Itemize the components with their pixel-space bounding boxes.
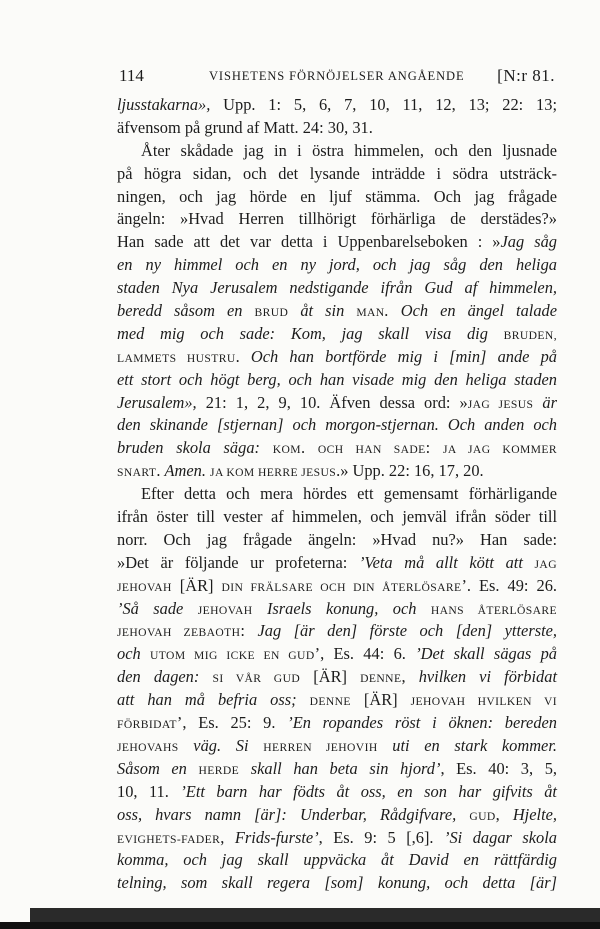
paragraph-start: Åter skådade jag in i östra himmelen, och den ljusnade	[141, 140, 557, 160]
text-line: att han må befria oss; DENNE [ÄR] JEHOVAH HVILKEN VI	[117, 690, 557, 710]
text-line: den dagen: SI VÅR GUD [ÄR] DENNE, hvilken vi förbidat	[117, 667, 557, 687]
body-text	[117, 94, 557, 895]
text-line: en ny himmel och en ny jord, och jag såg den heliga	[117, 255, 557, 275]
text-line: EVIGHETS-FADER, Frids-furste’, Es. 9: 5 [,6]. ’Si dagar skola	[117, 827, 558, 847]
text-line: ljusstakarna», Upp. 1: 5, 6, 7, 10, 11, 12, 13; 22: 13;	[117, 95, 557, 114]
text-line: oss, hvars namn [är]: Underbar, Rådgifvare, GUD, Hjelte,	[117, 804, 557, 824]
text-line: ’Så sade JEHOVAH Israels konung, och HANS ÅTERLÖSARE	[117, 598, 557, 618]
text-line: Han sade att det var detta i Uppenbarelseboken : »Jag såg	[117, 232, 557, 252]
paragraph-start: Efter detta och mera hördes ett gemensamt förhärligande	[141, 484, 557, 504]
text-line: äfvensom på grund af Matt. 24: 30, 31.	[117, 117, 373, 137]
section-number: [N:r 81.	[497, 66, 555, 85]
text-line: på högra sidan, och det lysande inträdde i södra utsträck-	[117, 163, 557, 183]
text-line: beredd såsom en BRUD åt sin MAN. Och en ängel talade	[117, 301, 558, 321]
text-line: staden Nya Jerusalem nedstigande ifrån Gud af himmelen,	[117, 278, 557, 298]
text-line: »Det är följande ur profeterna: ’Veta må allt kött att JAG	[117, 552, 557, 572]
text-line: ett stort och högt berg, och han visade mig den heliga staden	[117, 369, 557, 389]
text-line: 10, 11. ’Ett barn har födts åt oss, en son har gifvits åt	[117, 781, 557, 801]
text-line: SNART. Amen. JA KOM HERRE JESUS.» Upp. 22: 16, 17, 20.	[117, 461, 484, 481]
text-line: komma, och jag skall uppväcka åt David en rättfärdig	[117, 850, 557, 870]
text-line: bruden skola säga: KOM. OCH HAN SADE: JA JAG KOMMER	[117, 438, 558, 458]
scan-edge-shadow	[30, 908, 600, 922]
text-line: JEHOVAH [ÄR] DIN FRÄLSARE OCH DIN ÅTERLÖSARE’. Es. 49: 26.	[117, 575, 557, 595]
text-line: ningen, och jag hörde en ljuf stämma. Och jag frågade	[117, 186, 557, 206]
text-line: LAMMETS HUSTRU. Och han bortförde mig i [min] ande på	[117, 346, 557, 366]
text-line: FÖRBIDAT’, Es. 25: 9. ’En ropandes röst i öknen: bereden	[117, 713, 557, 733]
page-header	[117, 66, 555, 88]
text-line: ängeln: »Hvad Herren tillhörigt förhärliga de derstädes?»	[117, 209, 557, 229]
text-line: med mig och sade: Kom, jag skall visa dig BRUDEN,	[117, 323, 557, 343]
running-title: VISHETENS FÖRNÖJELSER ANGÅENDE	[209, 69, 465, 83]
text-line: JEHOVAHS väg. Si HERREN JEHOVIH uti en stark kommer.	[117, 735, 557, 755]
text-line: JEHOVAH ZEBAOTH: Jag [är den] förste och [den] ytterste,	[117, 621, 558, 641]
text-line: Jerusalem», 21: 1, 2, 9, 10. Äfven dessa ord: »JAG JESUS är	[117, 392, 557, 412]
text-line: telning, som skall regera [som] konung, och detta [är]	[117, 873, 557, 893]
text-line: den skinande [stjernan] och morgon-stjernan. Och anden och	[117, 415, 557, 435]
text-line: ifrån öster till vester af himmelen, och jemväl ifrån söder till	[117, 507, 557, 527]
page-number: 114	[119, 66, 144, 85]
text-line: Såsom en HERDE skall han beta sin hjord’, Es. 40: 3, 5,	[117, 758, 557, 778]
scan-edge-border	[0, 922, 600, 929]
text-line: och UTOM MIG ICKE EN GUD’, Es. 44: 6. ’Det skall sägas på	[117, 644, 557, 664]
text-line: norr. Och jag frågade ängeln: »Hvad nu?» Han sade:	[117, 529, 557, 549]
